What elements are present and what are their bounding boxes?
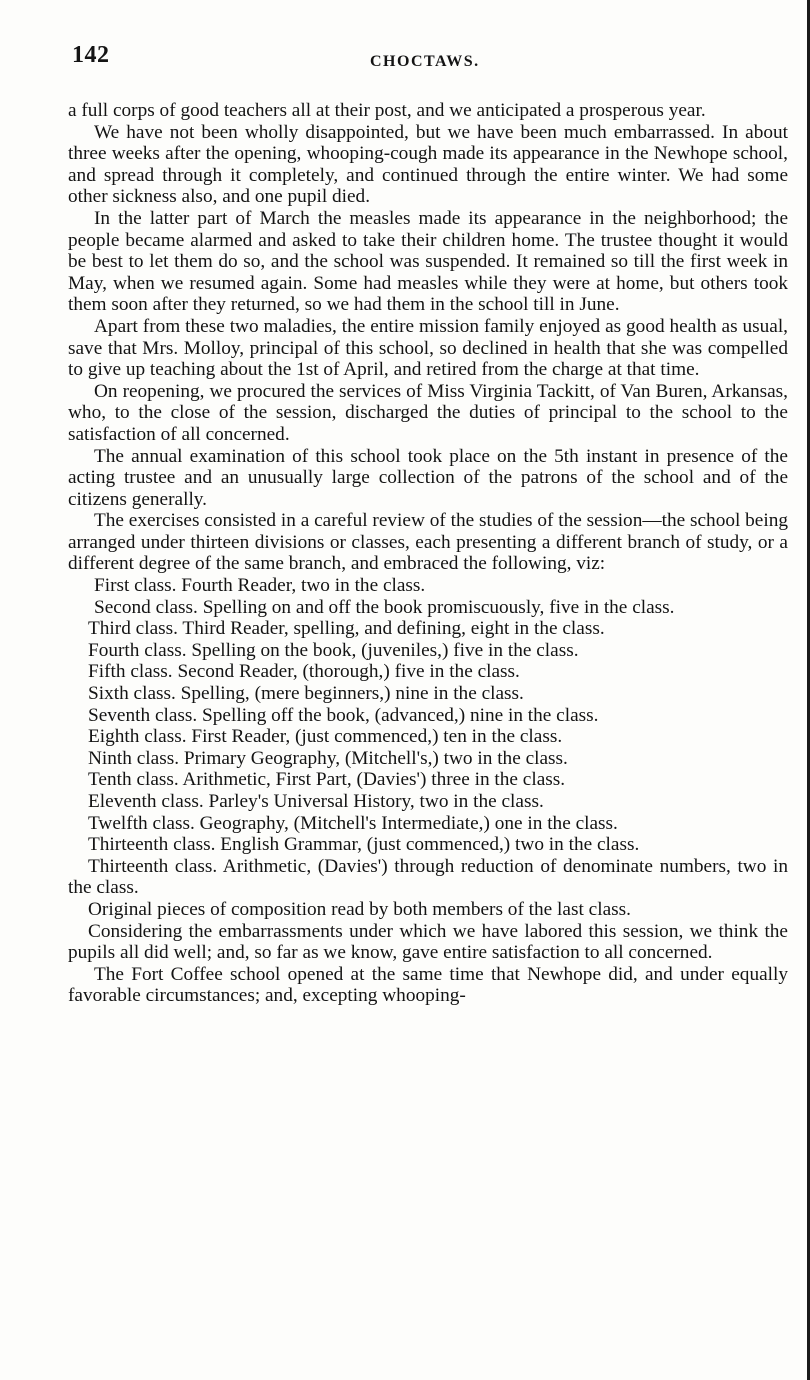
paragraph: In the latter part of March the measles made its appearance in the neighborhood; the people became alarmed and asked to take their children home. The trustee thought it would be best to let them do so, and the school was suspended. It remained so till the first week in May, when we resumed again. Some had measles while they were at home, but others took them soon after they returned, so we had them in the school till in June. [68,207,788,316]
class-entry: Second class. Spelling on and off the book promiscuously, five in the class. [94,596,675,618]
class-entry: Fifth class. Second Reader, (thorough,) five in the class. [88,661,520,683]
class-entry: Ninth class. Primary Geography, (Mitchell's,) two in the class. [88,747,568,769]
class-entry: Tenth class. Arithmetic, First Part, (Davies') three in the class. [88,769,566,791]
class-entry: First class. Fourth Reader, two in the class. [94,575,426,597]
class-entry: Sixth class. Spelling, (mere beginners,) nine in the class. [88,683,524,705]
paragraph: Original pieces of composition read by both members of the last class. [88,898,631,920]
class-entry: Fourth class. Spelling on the book, (juveniles,) five in the class. [88,639,579,661]
paragraph: Apart from these two maladies, the entire mission family enjoyed as good health as usual, save that Mrs. Molloy, principal of this school, so declined in health that she was compelled to give up teaching about the 1st of April, and retired from the charge at that time. [68,315,788,381]
class-entry: Eighth class. First Reader, (just commenced,) ten in the class. [88,726,563,748]
paragraph: The Fort Coffee school opened at the same time that Newhope did, and under equally favorable circumstances; and, excepting whooping- [68,963,788,1007]
class-entry: Seventh class. Spelling off the book, (advanced,) nine in the class. [88,704,599,726]
paragraph: The exercises consisted in a careful review of the studies of the session—the school being arranged under thirteen divisions or classes, each presenting a different branch of study, or a different degree of the same branch, and embraced the following, viz: [68,510,788,575]
paragraph: The annual examination of this school took place on the 5th instant in presence of the acting trustee and an unusually large collection of the patrons of the school and of the citizens generally. [68,445,788,510]
class-entry: Third class. Third Reader, spelling, and defining, eight in the class. [88,618,605,640]
paragraph: On reopening, we procured the services of Miss Virginia Tackitt, of Van Buren, Arkansas, who, to the close of the session, discharged the duties of principal to the school to the satisfaction of all concerned. [68,380,788,445]
class-entry: Twelfth class. Geography, (Mitchell's Intermediate,) one in the class. [88,812,618,834]
page-number: 142 [72,42,110,68]
paragraph: We have not been wholly disappointed, but we have been much embarrassed. In about three weeks after the opening, whooping-cough made its appearance in the Newhope school, and spread through it completely, and continued through the entire winter. We had some other sickness also, and one pupil died. [68,121,788,208]
class-entry: Thirteenth class. Arithmetic, (Davies') through reduction of denominate numbers, two in the class. [68,855,788,899]
body-text [68,100,788,1007]
paragraph: Considering the embarrassments under which we have labored this session, we think the pupils all did well; and, so far as we know, gave entire satisfaction to all concerned. [68,920,788,964]
paragraph: a full corps of good teachers all at their post, and we anticipated a prosperous year. [68,100,706,121]
class-entry: Eleventh class. Parley's Universal History, two in the class. [88,791,544,812]
class-entry: Thirteenth class. English Grammar, (just commenced,) two in the class. [88,834,640,856]
running-head: CHOCTAWS. [370,53,480,70]
